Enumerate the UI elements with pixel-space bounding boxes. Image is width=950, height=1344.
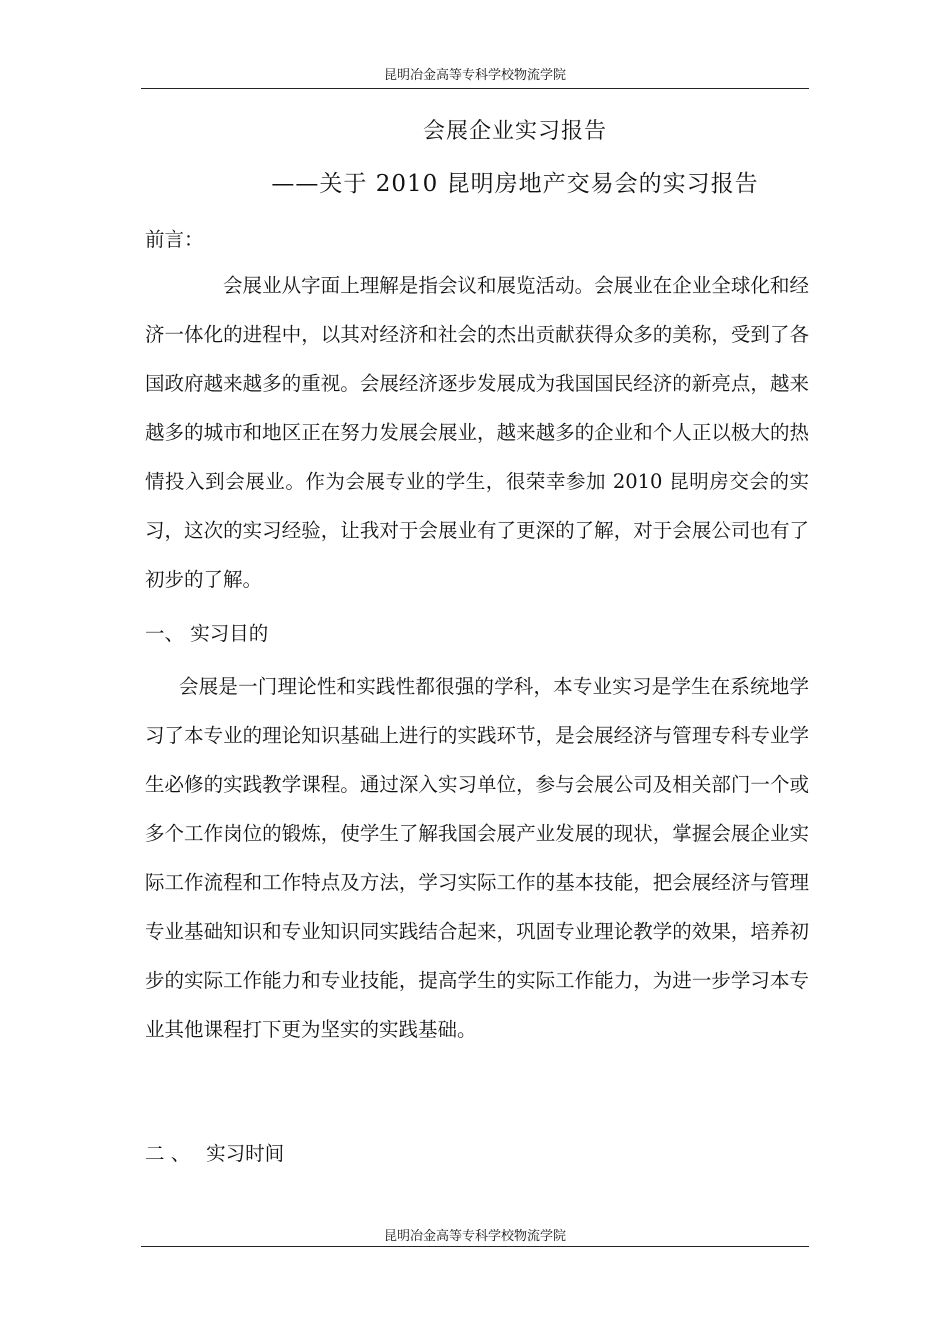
section1-paragraph: 会展是一门理论性和实践性都很强的学科，本专业实习是学生在系统地学习了本专业的理论知识基础上进行的实践环节，是会展经济与管理专科专业学生必修的实践教学课程。通过深入实习单位，参与会展公司及相关部门一个或多个工作岗位的锻炼，使学生了解我国会展产业发展的现状，掌握会展企业实际工作流程和工作特点及方法，学习实际工作的基本技能，把会展经济与管理专业基础知识和专业知识同实践结合起来，巩固专业理论教学的效果，培养初步的实际工作能力和专业技能，提高学生的实际工作能力，为进一步学习本专业其他课程打下更为坚实的实践基础。 bbox=[145, 675, 809, 1041]
page-header: 昆明冶金高等专科学校物流学院 bbox=[383, 68, 566, 83]
document-title: 会展企业实习报告 bbox=[422, 119, 607, 144]
header-rule bbox=[141, 88, 809, 89]
footer-rule bbox=[141, 1246, 809, 1247]
preface-paragraph: 会展业从字面上理解是指会议和展览活动。会展业在企业全球化和经济一体化的进程中，以其对经济和社会的杰出贡献获得众多的美称，受到了各国政府越来越多的重视。会展经济逐步发展成为我国国民经济的新亮点，越来越多的城市和地区正在努力发展会展业，越来越多的企业和个人正以极大的热情投入到会展业。作为会展专业的学生，很荣幸参加 2010 昆明房交会的实习，这次的实习经验，让我对于会展业有了更深的了解，对于会展公司也有了初步的了解。 bbox=[145, 274, 809, 591]
section2-heading: 二 、 实习时间 bbox=[145, 1142, 285, 1165]
preface-label: 前言： bbox=[145, 228, 204, 251]
page-footer: 昆明冶金高等专科学校物流学院 bbox=[383, 1229, 566, 1244]
document-subtitle: ——关于 2010 昆明房地产交易会的实习报告 bbox=[271, 171, 759, 197]
section1-heading: 一、 实习目的 bbox=[145, 622, 269, 645]
